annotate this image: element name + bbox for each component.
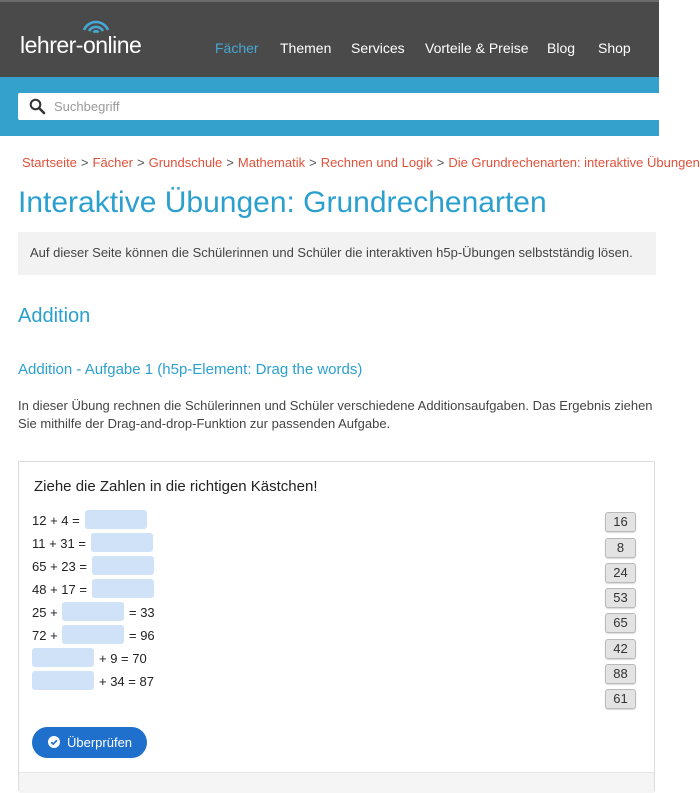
nav-vorteile-preise[interactable]: Vorteile & Preise [425,40,529,56]
equation-text: 12 + 4 = [32,513,80,528]
equation-text: 48 + 17 = [32,582,87,597]
page-title: Interaktive Übungen: Grundrechenarten [18,186,547,219]
task-instruction: Ziehe die Zahlen in die richtigen Kästchen! [34,478,318,495]
equation-text: 11 + 31 = [32,536,86,551]
breadcrumb-separator: > [436,155,445,170]
exercise-title: Addition - Aufgabe 1 (h5p-Element: Drag the words) [18,361,363,378]
nav-blog[interactable]: Blog [547,40,576,56]
nav-faecher[interactable]: Fächer [215,40,259,56]
breadcrumb-separator: > [80,155,89,170]
h5p-drag-words-exercise [18,461,655,791]
equation-text: = 33 [129,605,155,620]
drop-zone[interactable] [32,671,94,690]
section-title: Addition [18,305,91,327]
equation-text: 25 + [32,605,58,620]
drop-zone[interactable] [32,648,94,667]
search-input[interactable] [54,96,644,116]
breadcrumb-separator: > [226,155,234,170]
drop-zone[interactable] [62,625,124,644]
breadcrumb-grundschule[interactable]: Grundschule [148,155,223,170]
breadcrumb-grundrechenarten[interactable]: Die Grundrechenarten: interaktive Übungen [448,155,700,170]
draggable-word[interactable]: 53 [605,588,636,608]
logo[interactable] [20,32,141,59]
breadcrumb-mathematik[interactable]: Mathematik [237,155,306,170]
breadcrumb [22,155,700,170]
draggable-word[interactable]: 65 [605,613,636,633]
top-navigation-bar [0,0,659,77]
drop-zone[interactable] [92,556,154,575]
equation-text: + 9 = 70 [99,651,147,666]
draggable-word[interactable]: 42 [605,639,636,659]
draggable-word[interactable]: 88 [605,664,636,684]
check-button-label: Überprüfen [67,735,133,750]
check-button[interactable] [32,727,147,758]
drop-zone[interactable] [91,533,153,552]
exercise-description: In dieser Übung rechnen die Schülerinnen und Schüler verschiedene Additionsaufgaben. Das Ergebnis ziehen Sie mithilfe der Drag-and-drop-Funktion zur passenden Aufgabe. [18,398,653,431]
logo-text: lehrer-online [20,32,142,58]
equation-text: + 34 = 87 [99,674,154,689]
draggable-word[interactable]: 24 [605,563,636,583]
equation-text: 72 + [32,628,58,643]
drop-zone[interactable] [85,510,147,529]
breadcrumb-rechnen-logik[interactable]: Rechnen und Logik [320,155,433,170]
wifi-logo-icon [81,17,111,35]
drop-zone[interactable] [62,602,124,621]
intro-box: Auf dieser Seite können die Schülerinnen und Schüler die interaktiven h5p-Übungen selbstständig lösen. [18,232,656,275]
breadcrumb-faecher[interactable]: Fächer [92,155,133,170]
check-circle-icon [48,736,60,748]
h5p-footer-bar [19,772,654,793]
search-icon [29,98,46,115]
equation-text: = 96 [129,628,155,643]
drop-zone[interactable] [92,579,154,598]
draggable-word[interactable]: 61 [605,689,636,709]
nav-shop[interactable]: Shop [598,40,631,56]
search-box [18,93,659,120]
breadcrumb-startseite[interactable]: Startseite [22,155,77,170]
breadcrumb-separator: > [309,155,317,170]
equation-text: 65 + 23 = [32,559,87,574]
search-bar [0,77,659,136]
draggable-word[interactable]: 8 [605,538,636,558]
breadcrumb-separator: > [136,155,145,170]
draggable-word[interactable]: 16 [605,512,636,532]
nav-services[interactable]: Services [351,40,405,56]
nav-themen[interactable]: Themen [280,40,332,56]
